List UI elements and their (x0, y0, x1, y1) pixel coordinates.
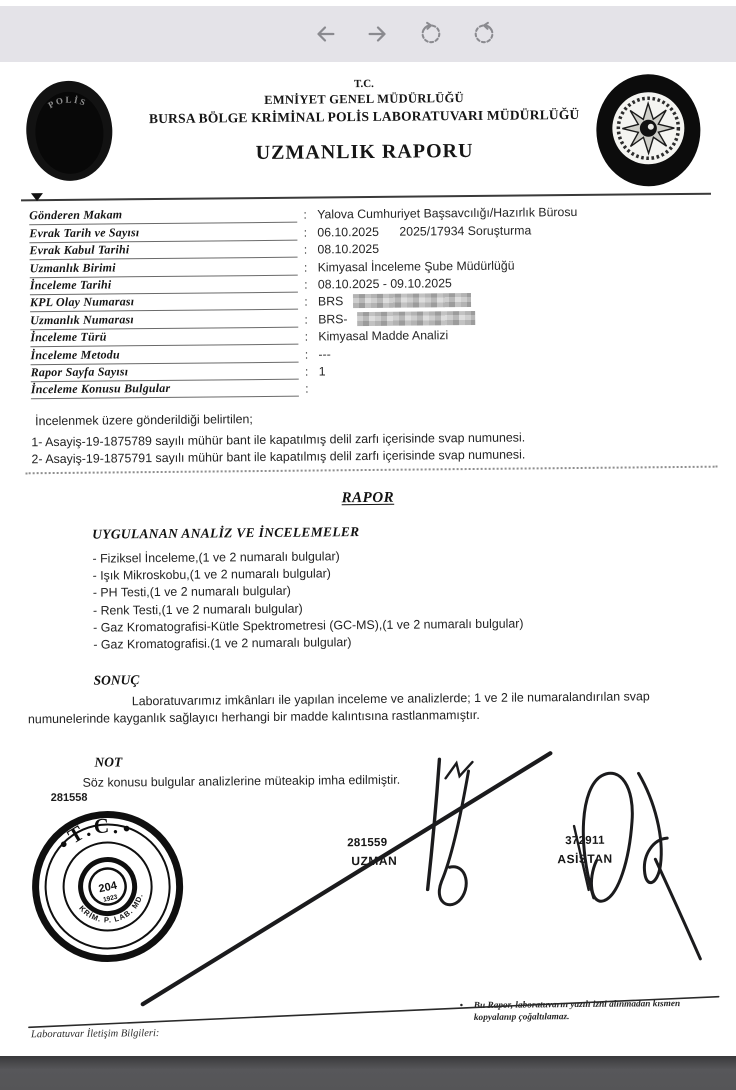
analysis-item: - Işık Mikroskobu,(1 ve 2 numaralı bulgular) (92, 566, 331, 583)
bottom-bar (0, 1056, 736, 1090)
official-round-stamp (10, 789, 206, 985)
field-value: Kimyasal İnceleme Şube Müdürlüğü (317, 258, 515, 275)
field-colon: : (303, 242, 308, 257)
scan-artifact-triangle (31, 193, 43, 201)
forward-button[interactable] (365, 21, 391, 47)
back-button[interactable] (312, 21, 338, 47)
field-colon: : (305, 381, 309, 396)
field-label: İnceleme Metodu (30, 345, 298, 365)
toolbar-button-group (312, 21, 497, 47)
rotate-ccw-button[interactable] (418, 21, 444, 47)
svg-text:KRİM. P. LAB. MD.: KRİM. P. LAB. MD. (77, 892, 145, 925)
header-lab: BURSA BÖLGE KRİMİNAL POLİS LABORATUVARI MÜDÜRLÜĞÜ (148, 106, 580, 127)
document-page (0, 62, 736, 1056)
footer-copy-notice (460, 999, 722, 1025)
signature-2-title: ASİSTAN (557, 851, 613, 867)
arrow-right-icon (365, 21, 391, 47)
signature-1-number: 281559 (347, 836, 388, 850)
signature-2-number: 372911 (565, 834, 605, 848)
field-colon: : (304, 312, 308, 327)
findings-intro: İncelenmek üzere gönderildiği belirtilen; (35, 412, 253, 429)
document-content (0, 58, 736, 1059)
finding-item: 2- Asayiş-19-1875791 sayılı mühür bant ile kapatılmış delil zarfı içerisinde svap numunesi. (31, 447, 526, 467)
field-value: BRS- (314, 308, 706, 327)
stamp-registry-number: 281558 (50, 791, 88, 805)
field-colon: : (304, 277, 308, 292)
signature-uzman-ink (426, 759, 473, 905)
document-header (114, 76, 615, 167)
field-value: 08.10.2025 (317, 242, 380, 257)
section-rapor-title: RAPOR (341, 489, 395, 507)
svg-text:POLİS: POLİS (46, 94, 89, 111)
report-title: UZMANLIK RAPORU (255, 139, 474, 165)
field-colon: : (304, 294, 308, 309)
police-emblem-left (21, 76, 117, 187)
field-value: 08.10.2025 - 09.10.2025 (317, 276, 452, 292)
analysis-item: - Renk Testi,(1 ve 2 numaralı bulgular) (92, 601, 303, 618)
findings-list (31, 428, 721, 469)
signature-asistan-ink (574, 772, 701, 960)
rotate-ccw-icon (418, 21, 444, 47)
section-analyses-title: UYGULANAN ANALİZ VE İNCELEMELER (92, 524, 360, 542)
analysis-item: - Gaz Kromatografisi-Kütle Spektrometresi (GC-MS),(1 ve 2 numaralı bulgular) (93, 616, 524, 635)
field-label: Evrak Kabul Tarihi (29, 241, 297, 261)
viewer-toolbar (0, 6, 736, 62)
footer-contact-label: Laboratuvar İletişim Bilgileri: (30, 1028, 160, 1041)
finding-item: 1- Asayiş-19-1875789 sayılı mühür bant ile kapatılmış delil zarfı içerisinde svap numunesi. (31, 430, 526, 450)
field-colon: : (304, 347, 309, 362)
analysis-item: - Gaz Kromatografisi.(1 ve 2 numaralı bulgular) (93, 635, 352, 652)
field-colon: : (303, 260, 308, 275)
section-sonuc-title: SONUÇ (93, 672, 140, 688)
field-label: KPL Olay Numarası (30, 293, 298, 313)
footer-copy-text: Bu Rapor, laboratuvarın yazılı izni alınmadan kısmen kopyalanıp çoğaltılamaz. (473, 999, 681, 1023)
analysis-item: - PH Testi,(1 ve 2 numaralı bulgular) (92, 584, 291, 601)
field-label: Uzmanlık Birimi (30, 258, 298, 278)
field-colon: : (304, 329, 309, 344)
redacted-block (357, 311, 475, 326)
diagonal-pen-stroke (140, 753, 552, 1004)
field-value: Yalova Cumhuriyet Başsavcılığı/Hazırlık Bürosu (317, 205, 578, 222)
field-colon: : (303, 207, 307, 222)
redacted-block (353, 293, 471, 308)
field-colon: : (303, 225, 308, 240)
field-value: Kimyasal Madde Analizi (318, 328, 449, 344)
analysis-item: - Fiziksel İnceleme,(1 ve 2 numaralı bulgular) (92, 549, 340, 566)
section-not-title: NOT (94, 754, 123, 770)
analyses-list (92, 545, 713, 654)
header-tc: T.C. (353, 77, 374, 91)
field-colon: : (304, 364, 309, 379)
header-egm: EMNİYET GENEL MÜDÜRLÜĞÜ (264, 91, 464, 107)
field-label: İnceleme Türü (30, 328, 298, 348)
field-label: Uzmanlık Numarası (30, 310, 298, 330)
field-value: 1 (318, 364, 326, 379)
police-star-emblem-right (592, 71, 705, 190)
field-value (315, 392, 707, 397)
not-paragraph: Söz konusu bulgular analizlerine müteakip imha edilmiştir. (82, 772, 401, 790)
svg-text:204: 204 (97, 879, 119, 896)
field-label: Gönderen Makam (29, 206, 297, 226)
arrow-left-icon (312, 21, 338, 47)
svg-text:1923: 1923 (102, 893, 119, 904)
field-label: Evrak Tarih ve Sayısı (29, 223, 297, 243)
report-fields (29, 202, 707, 400)
svg-text:•T.C.•: •T.C.• (52, 813, 137, 856)
rotate-cw-button[interactable] (471, 21, 497, 47)
signature-1-title: UZMAN (351, 853, 398, 869)
field-value: BRS (314, 291, 706, 310)
bullet-glyph: • (459, 1001, 464, 1012)
field-value: 06.10.2025 2025/17934 Soruşturma (317, 223, 532, 240)
field-value: --- (318, 346, 331, 361)
field-label: İnceleme Konusu Bulgular (31, 380, 299, 400)
sonuc-paragraph: Laboratuvarımız imkânları ile yapılan inceleme ve analizlerde; 1 ve 2 ile numaralandırılan svap numunelerinde kayganlık sağlayıcı herhangi bir madde kalıntısına rastlanmamıştır. (27, 689, 650, 727)
field-label: Rapor Sayfa Sayısı (31, 363, 299, 383)
rotate-cw-icon (471, 21, 497, 47)
header-divider (21, 193, 711, 202)
field-label: İnceleme Tarihi (30, 276, 298, 296)
